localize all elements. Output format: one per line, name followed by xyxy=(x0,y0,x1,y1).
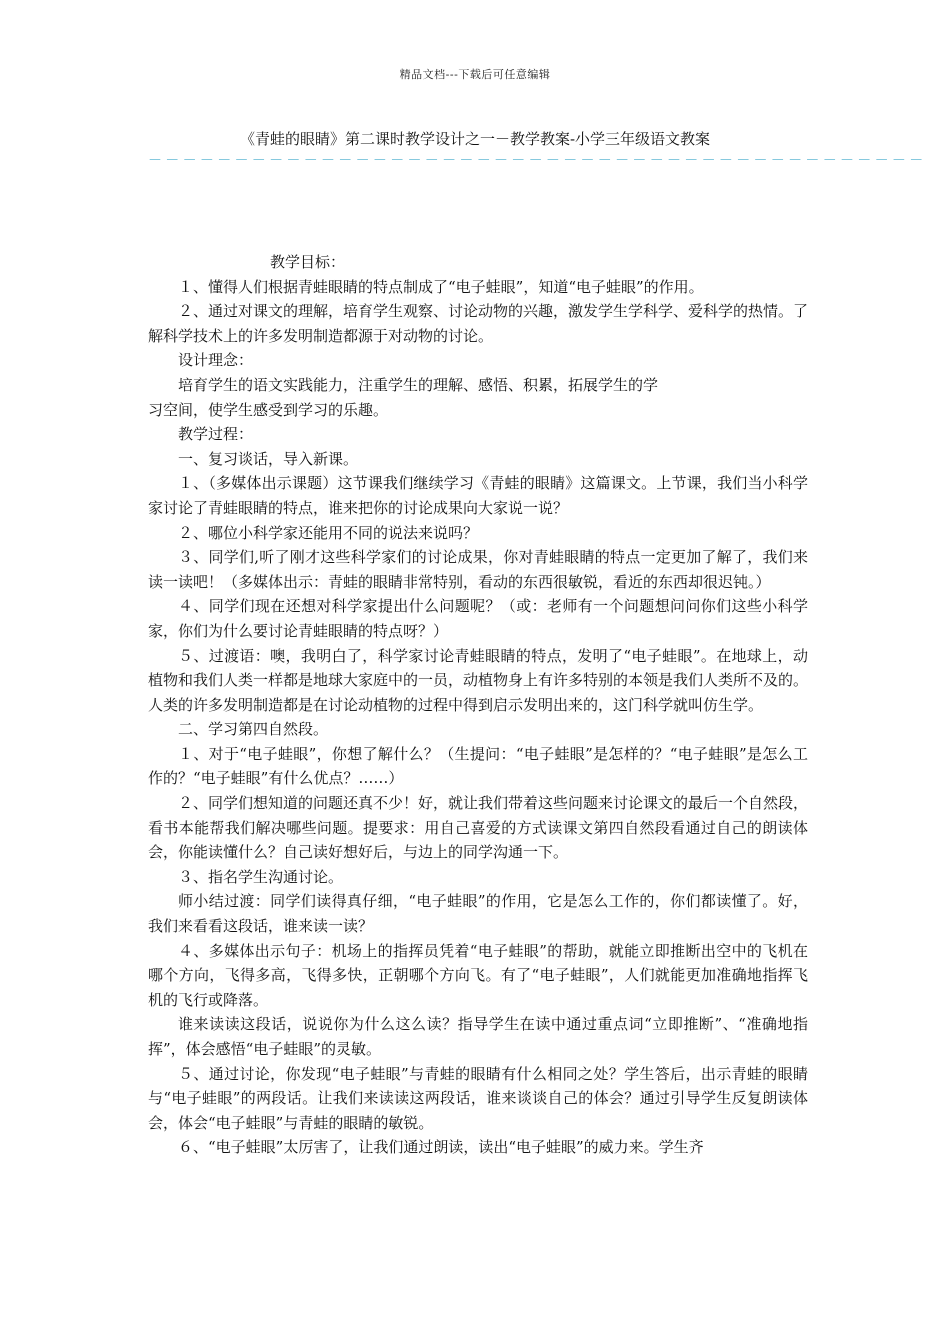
paragraph: 培育学生的语文实践能力，注重学生的理解、感悟、积累，拓展学生的学 xyxy=(178,375,659,394)
document-title: 《青蛙的眼睛》第二课时教学设计之一－教学教案-小学三年级语文教案 xyxy=(239,130,711,148)
subsection-heading: 二、学习第四自然段。 xyxy=(178,720,329,739)
title-divider: －－－－－－－－－－－－－－－－－－－－－－－－－－－－－－－－－－－－－－－－－－－－－ xyxy=(148,153,927,169)
paragraph: ６、“电子蛙眼”太厉害了，让我们通过朗读，读出“电子蛙眼”的威力来。学生齐 xyxy=(178,1138,704,1157)
paragraph: ３、指名学生沟通讨论。 xyxy=(178,867,344,886)
paragraph: １、（多媒体出示课题）这节课我们继续学习《青蛙的眼睛》这篇课文。上节课，我们当小科学家讨论了青蛙眼睛的特点，谁来把你的讨论成果向大家说一说？ xyxy=(148,474,808,517)
paragraph: 谁来读读这段话，说说你为什么这么读？指导学生在读中通过重点词“立即推断”、“准确地指挥”，体会感悟“电子蛙眼”的灵敏。 xyxy=(148,1015,808,1058)
paragraph: ２、通过对课文的理解，培育学生观察、讨论动物的兴趣，激发学生学科学、爱科学的热情。了解科学技术上的许多发明制造都源于对动物的讨论。 xyxy=(148,302,809,345)
paragraph: ３、同学们,听了刚才这些科学家们的讨论成果，你对青蛙眼睛的特点一定更加了解了，我们来读一读吧！（多媒体出示：青蛙的眼睛非常特别，看动的东西很敏锐，看近的东西却很迟钝。） xyxy=(148,548,808,591)
paragraph: ２、同学们想知道的问题还真不少！好，就让我们带着这些问题来讨论课文的最后一个自然段，看书本能帮我们解决哪些问题。提要求：用自己喜爱的方式读课文第四自然段看通过自己的朗读体会，你能读懂什么？自己读好想好后，与边上的同学沟通一下。 xyxy=(148,794,809,862)
paragraph: ５、通过讨论，你发现“电子蛙眼”与青蛙的眼睛有什么相同之处？学生答后，出示青蛙的眼睛与“电子蛙眼”的两段话。让我们来读读这两段话，谁来谈谈自己的体会？通过引导学生反复朗读体会，体会“电子蛙眼”与青蛙的眼睛的敏锐。 xyxy=(148,1064,808,1132)
paragraph: 师小结过渡：同学们读得真仔细，“电子蛙眼”的作用，它是怎么工作的，你们都读懂了。好，我们来看看这段话，谁来读一读？ xyxy=(148,892,808,936)
section-heading-concept: 设计理念： xyxy=(178,351,254,370)
subsection-heading: 一、复习谈话，导入新课。 xyxy=(178,449,359,468)
section-heading-objectives: 教学目标： xyxy=(270,253,346,271)
paragraph: ４、多媒体出示句子：机场上的指挥员凭着“电子蛙眼”的帮助，就能立即推断出空中的飞机在哪个方向，飞得多高，飞得多快，正朝哪个方向飞。有了“电子蛙眼”，人们就能更加准确地指挥飞机的飞行或降落。 xyxy=(148,941,808,1009)
paragraph: ２、哪位小科学家还能用不同的说法来说吗？ xyxy=(178,523,479,542)
paragraph: ４、同学们现在还想对科学家提出什么问题呢？（或：老师有一个问题想问问你们这些小科学家，你们为什么要讨论青蛙眼睛的特点呀？） xyxy=(148,597,808,640)
paragraph: ５、过渡语：噢，我明白了，科学家讨论青蛙眼睛的特点，发明了“电子蛙眼”。在地球上，动植物和我们人类一样都是地球大家庭中的一员，动植物身上有许多特别的本领是我们人类所不及的。人类的许多发明制造都是在讨论动植物的过程中得到启示发明出来的，这门科学就叫仿生学。 xyxy=(148,646,809,714)
document-body xyxy=(148,250,808,1160)
paragraph: 习空间，使学生感受到学习的乐趣。 xyxy=(148,400,389,419)
section-heading-process: 教学过程： xyxy=(178,425,254,444)
paragraph: １、对于“电子蛙眼”，你想了解什么？（生提问：“电子蛙眼”是怎样的？“电子蛙眼”是怎么工作的？“电子蛙眼”有什么优点？……） xyxy=(148,744,808,788)
paragraph: １、懂得人们根据青蛙眼睛的特点制成了“电子蛙眼”，知道“电子蛙眼”的作用。 xyxy=(178,277,704,296)
page-header: 精品文档---下载后可任意编辑 xyxy=(399,68,551,81)
